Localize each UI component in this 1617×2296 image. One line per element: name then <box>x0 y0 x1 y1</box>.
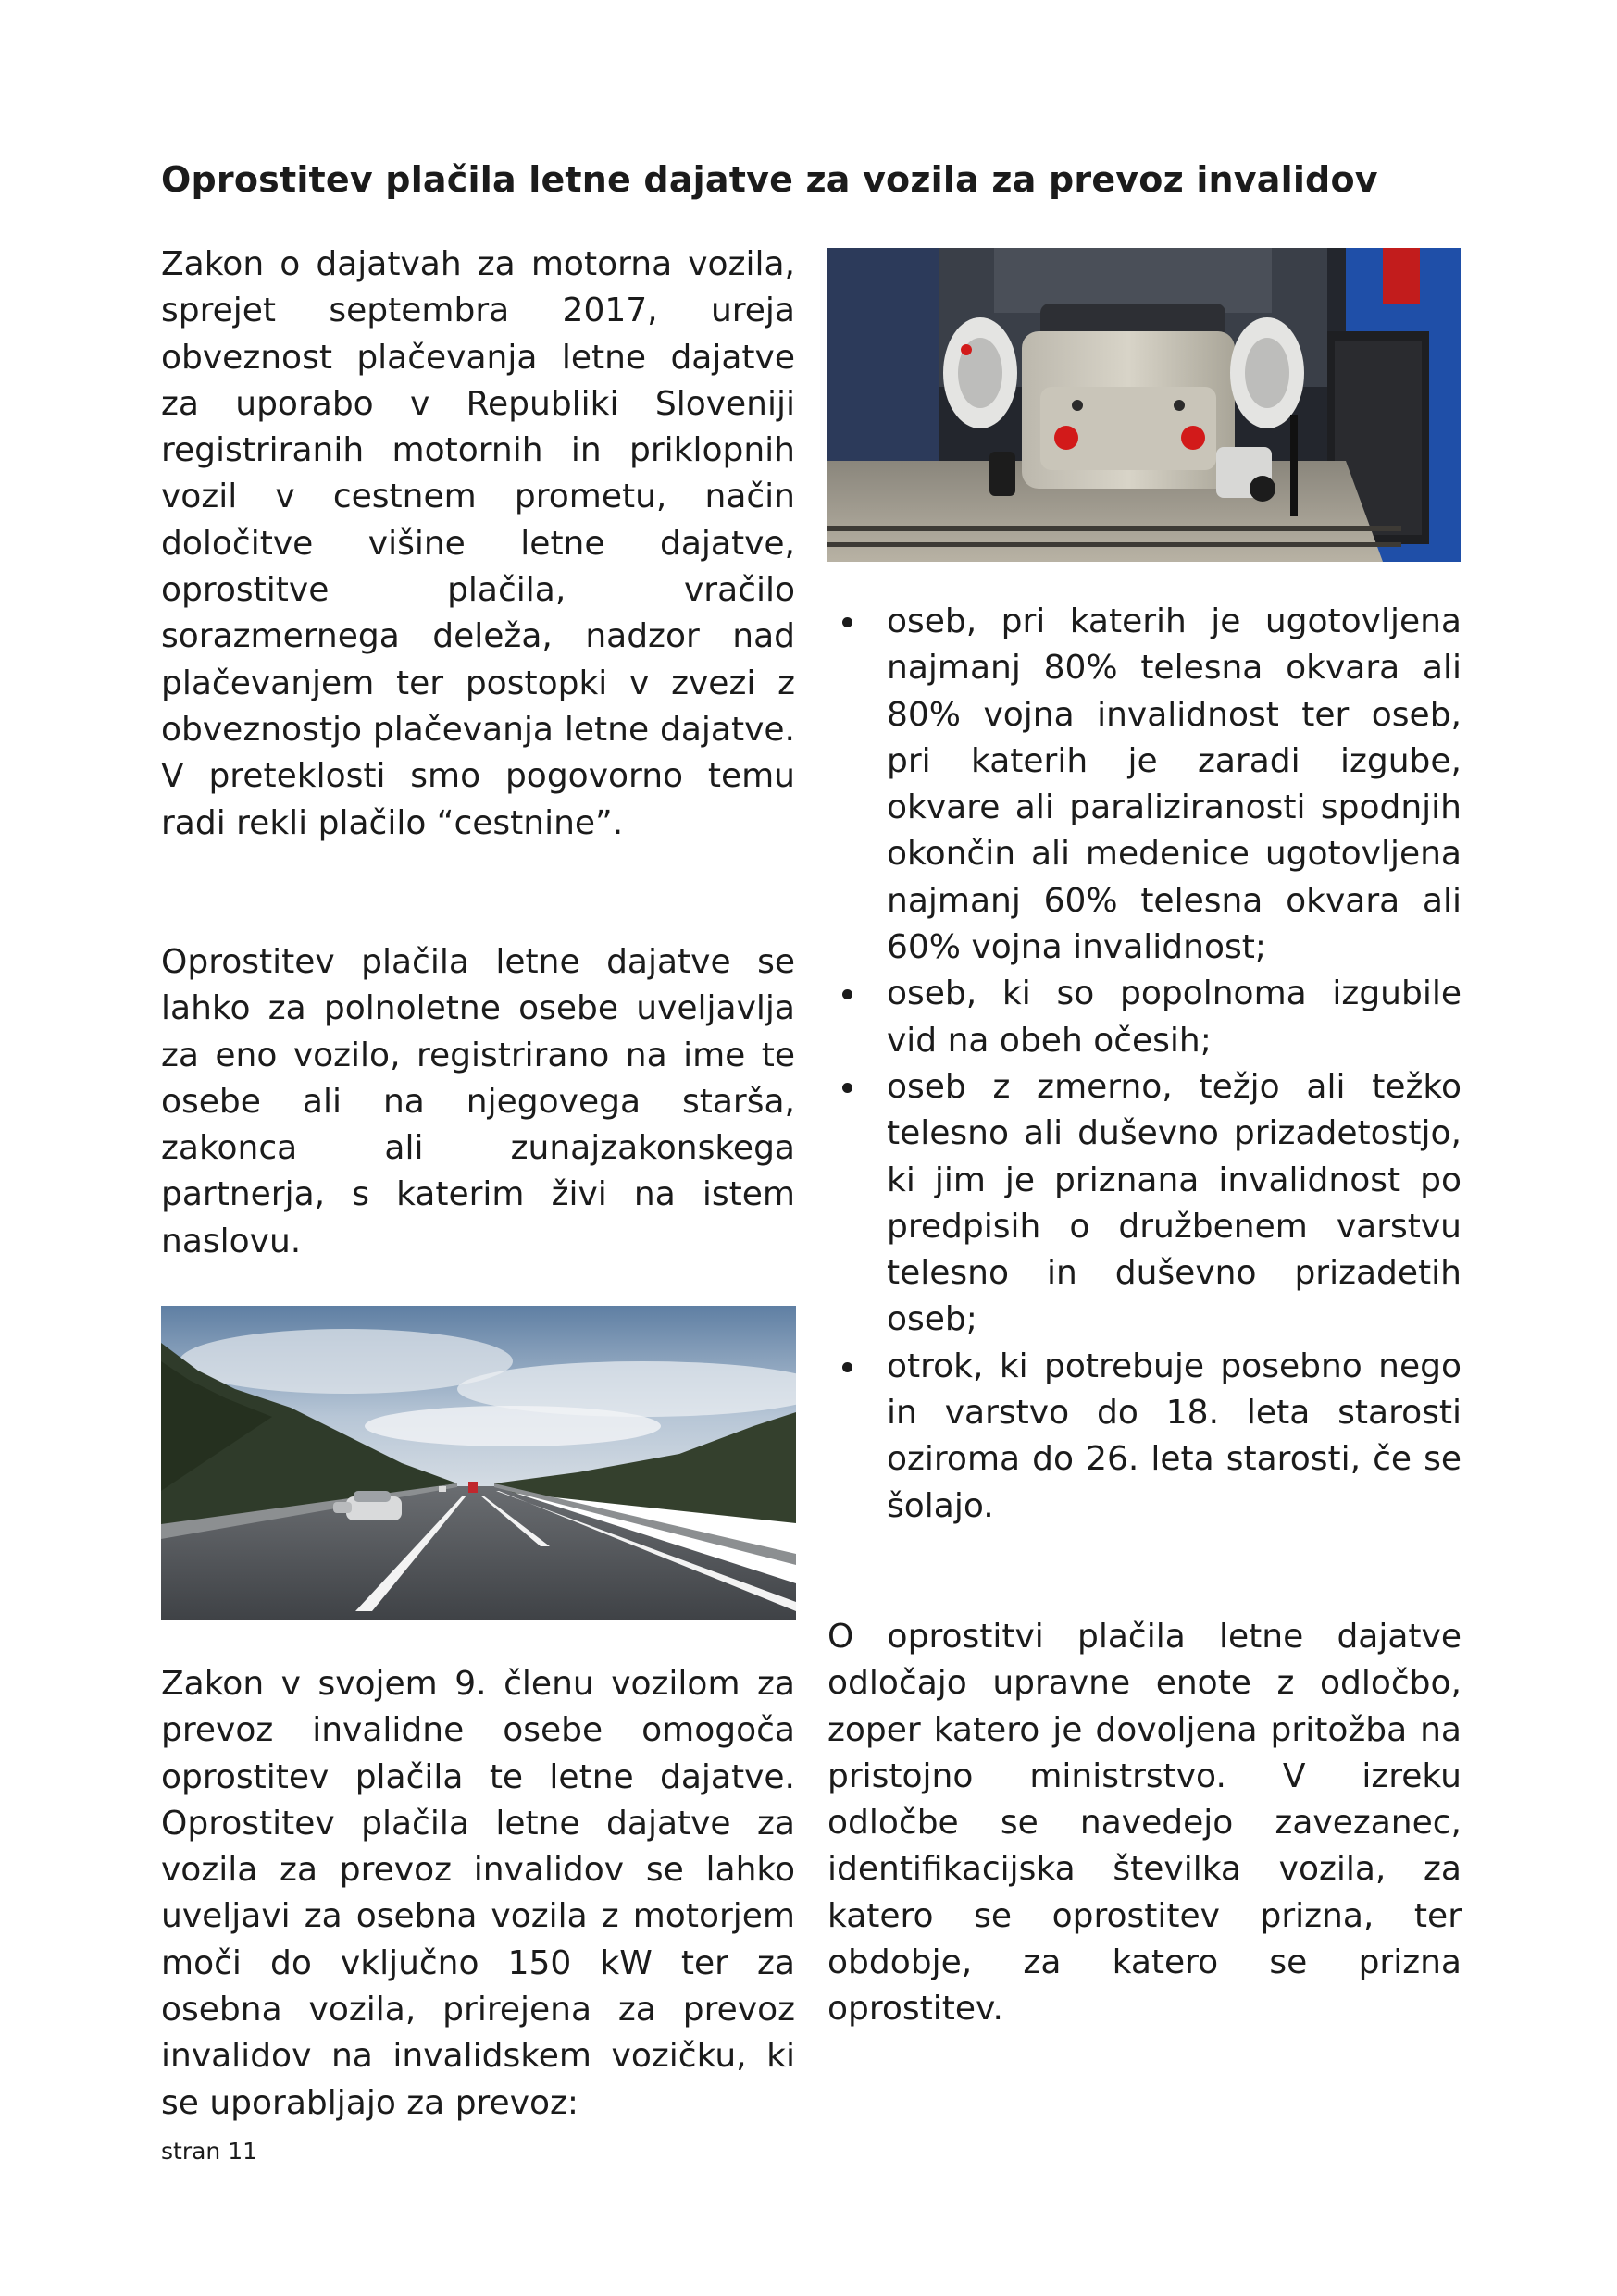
bullet-icon <box>842 617 852 627</box>
intro-paragraph: Zakon o dajatvah za motorna vozila, sprejet septembra 2017, ureja obveznost plačevanja letne dajatve za uporabo v Republiki Sloveniji registriranih motornih in priklopnih vozil v cestnem prometu, način določitve višine letne dajatve, oprostitve plačila, vračilo sorazmernega deleža, nadzor nad plačevanjem ter postopki v zvezi z obveznostjo plačevanja letne dajatve. V preteklosti smo pogovorno temu radi rekli plačilo “cestnine”. <box>161 245 795 842</box>
list-item <box>887 971 1462 1064</box>
decision-paragraph: O oprostitvi plačila letne dajatve odločajo upravne enote z odločbo, zoper katero je dovoljena pritožba na pristojno ministrstvo. V izreku odločbe se navedejo zavezanec, identifikacijska številka vozila, za katero se oprostitev prizna, ter obdobje, za katero se prizna oprostitev. <box>827 1618 1462 2029</box>
bullet-icon <box>842 1362 852 1372</box>
list-item <box>887 1064 1462 1344</box>
eligibility-paragraph: Oprostitev plačila letne dajatve se lahko za polnoletne osebe uveljavlja za eno vozilo, registrirano na ime te osebe ali na njegovega starša, zakonca ali zunajzakonskega partnerja, s katerim živi na istem naslovu. <box>161 943 795 1260</box>
list-item-text: oseb, ki so popolnoma izgubile vid na obeh očesih; <box>887 974 1462 1060</box>
page-title: Oprostitev plačila letne dajatve za vozila za prevoz invalidov <box>161 159 1378 200</box>
wheelchair-van-photo <box>827 248 1461 562</box>
list-item-text: oseb, pri katerih je ugotovljena najmanj 80% telesna okvara ali 80% vojna invalidnost ter oseb, pri katerih je zaradi izgube, okvare ali paraliziranosti spodnjih okončin ali medenice ugotovljena najmanj 60% telesna okvara ali 60% vojna invalidnost; <box>887 602 1462 967</box>
page-number: stran 11 <box>161 2138 258 2165</box>
list-item <box>887 1344 1462 1530</box>
bullet-icon <box>842 1083 852 1093</box>
list-item-text: oseb z zmerno, težjo ali težko telesno ali duševno prizadetostjo, ki jim je priznana invalidnost po predpisih o družbenem varstvu telesno in duševno prizadetih oseb; <box>887 1067 1462 1339</box>
list-item <box>887 599 1462 971</box>
eligibility-list <box>827 599 1462 1530</box>
law-article-paragraph: Zakon v svojem 9. členu vozilom za prevoz invalidne osebe omogoča oprostitev plačila te letne dajatve. Oprostitev plačila letne dajatve za vozila za prevoz invalidov se lahko uveljavi za osebna vozila z motorjem moči do vključno 150 kW ter za osebna vozila, prirejena za prevoz invalidov na invalidskem vozičku, ki se uporabljajo za prevoz: <box>161 1665 795 2122</box>
bullet-icon <box>842 989 852 999</box>
highway-photo <box>161 1306 796 1620</box>
list-item-text: otrok, ki potrebuje posebno nego in varstvo do 18. leta starosti oziroma do 26. leta starosti, če se šolajo. <box>887 1347 1462 1525</box>
